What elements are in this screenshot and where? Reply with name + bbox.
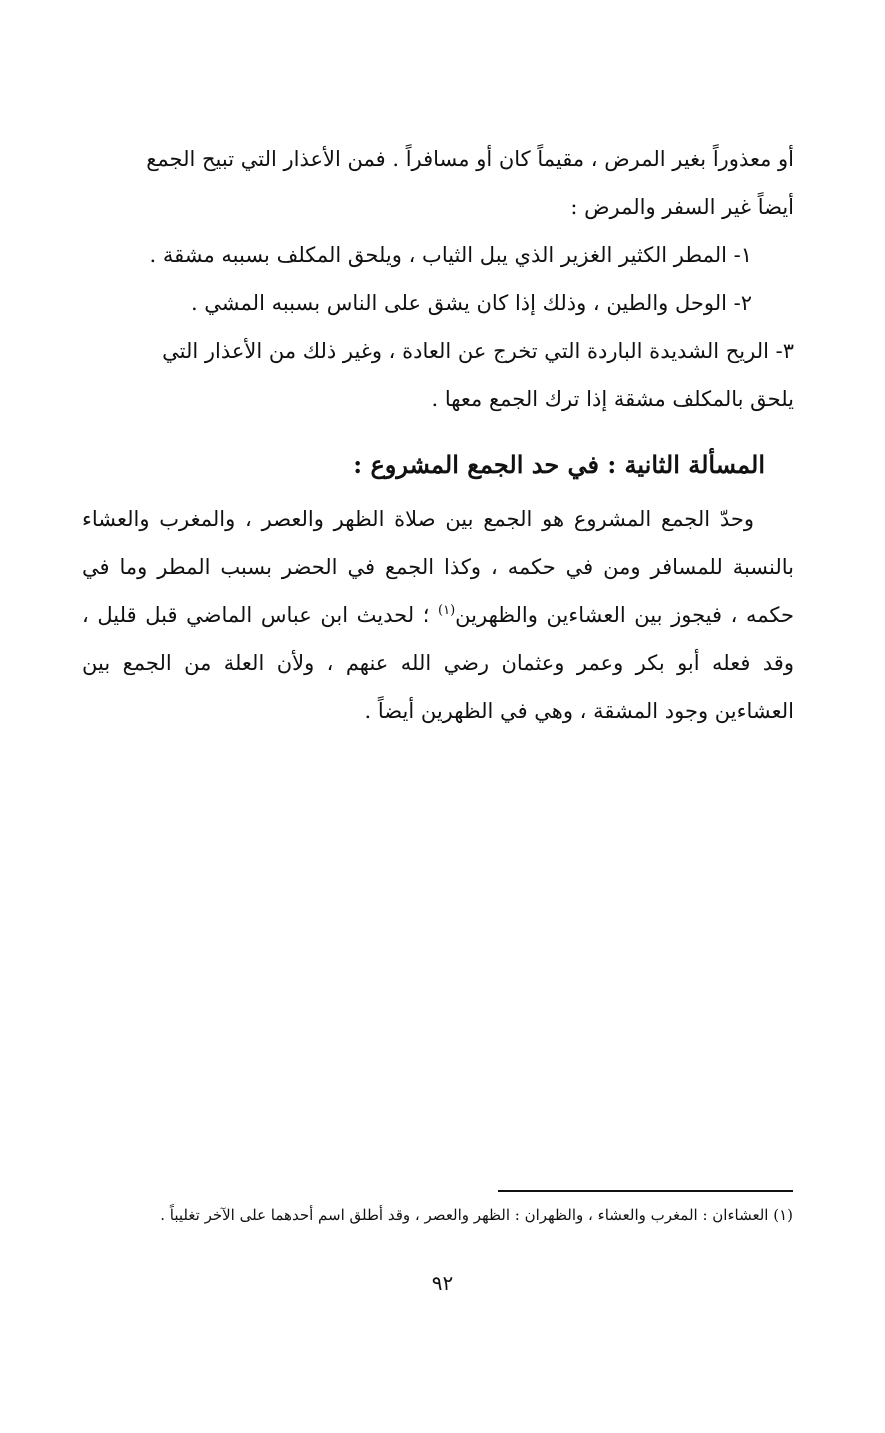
paragraph-text-part-1: وحدّ الجمع المشروع هو الجمع بين صلاة الظهر والعصر ، والمغرب والعشاء بالنسبة للمسافر ومن في حكمه ، وكذا الجمع في الحضر بسبب المطر وما في حكمه ، فيجوز بين العشاءين والظهرين <box>82 507 795 627</box>
list-item-1: ١- المطر الكثير الغزير الذي يبل الثياب ، ويلحق المكلف بسببه مشقة . <box>149 243 752 267</box>
paragraph-text-part-2: ؛ لحديث ابن عباس الماضي قبل قليل ، وقد فعله أبو بكر وعمر وعثمان رضي الله عنهم ، ولأن العلة من الجمع بين العشاءين وجود المشقة ، وهي في الظهرين أيضاً . <box>82 603 794 723</box>
intro-line-1: أو معذوراً بغير المرض ، مقيماً كان أو مسافراً . فمن الأعذار التي تبيح الجمع <box>146 147 794 171</box>
intro-block <box>82 135 794 423</box>
intro-line-2: أيضاً غير السفر والمرض : <box>570 195 794 219</box>
footnote-reference[interactable]: (١) <box>438 603 456 618</box>
section-body <box>82 495 794 735</box>
list-item-3-line-2: يلحق بالمكلف مشقة إذا ترك الجمع معها . <box>431 387 794 411</box>
footnote: (١) العشاءان : المغرب والعشاء ، والظهران : الظهر والعصر ، وقد أطلق اسم أحدهما على الآخر تغليباً . <box>160 1206 793 1224</box>
list-item-3-line-1: ٣- الريح الشديدة الباردة التي تخرج عن العادة ، وغير ذلك من الأعذار التي <box>162 339 794 363</box>
section-paragraph <box>82 495 794 735</box>
list-item-2: ٢- الوحل والطين ، وذلك إذا كان يشق على الناس بسببه المشي . <box>190 291 752 315</box>
footnote-divider <box>498 1190 793 1192</box>
page-number: ٩٢ <box>431 1271 454 1295</box>
section-heading: المسألة الثانية : في حد الجمع المشروع : <box>353 450 765 479</box>
